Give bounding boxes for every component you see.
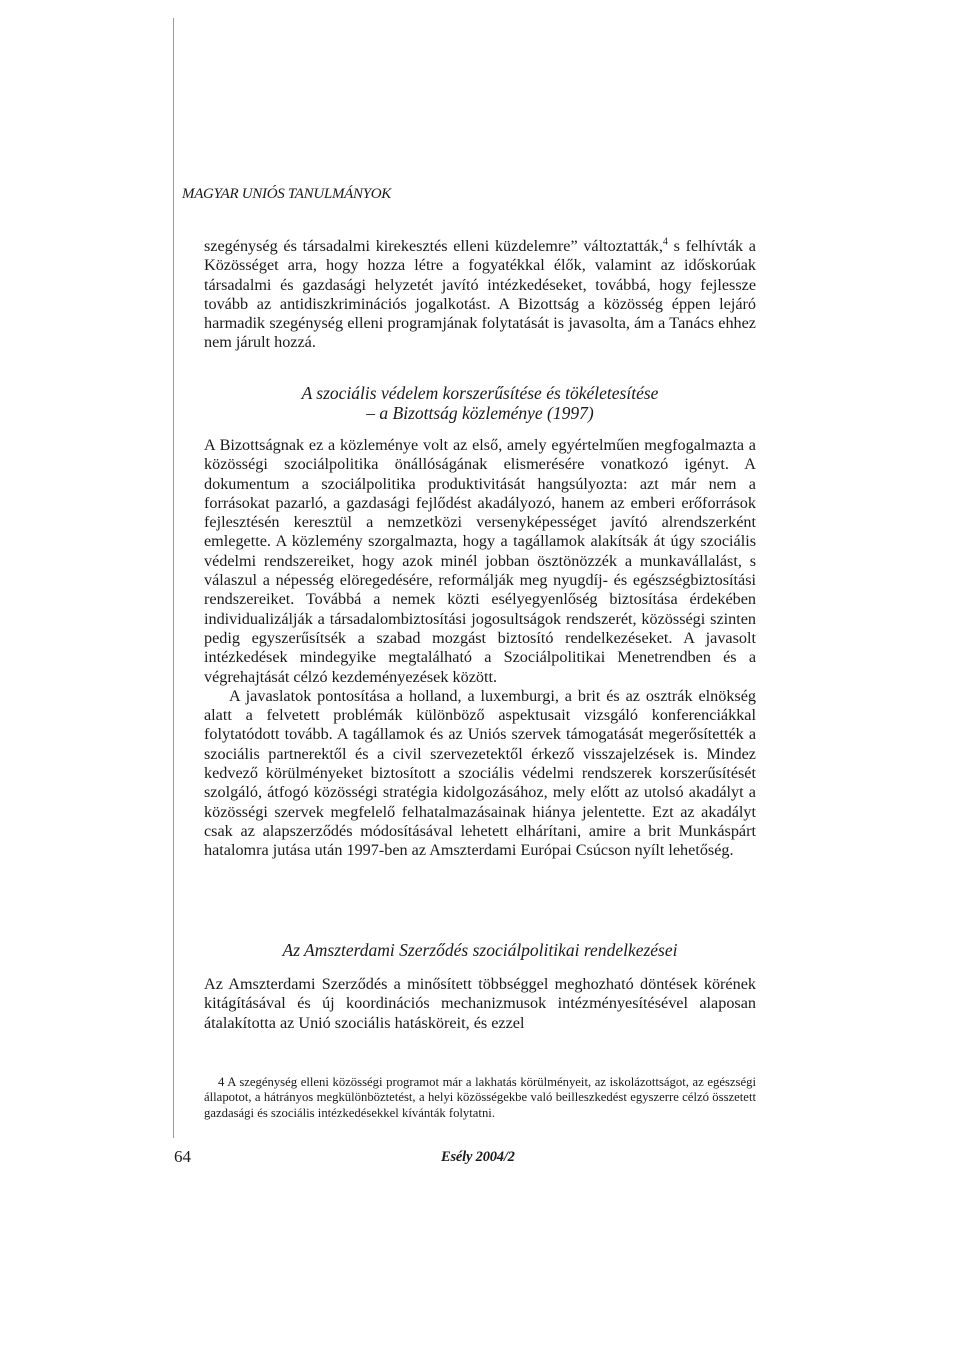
- section-2-body: [204, 975, 756, 1033]
- footnote: [204, 1062, 756, 1134]
- section-heading-1: [204, 383, 756, 423]
- footnote-text: A szegénység elleni közösségi programot már a lakhatás körülményeit, az iskolázottságot, az egészségi állapotot, a hátrányos megkülönböztetést, a helyi közösségekbe való beilleszkedést egyszerre célzó összetett gazdasági és szociális intézkedésekkel kívánták folytatni.: [204, 1074, 756, 1120]
- margin-rule: [173, 18, 174, 1138]
- section-1-paragraph-1: A Bizottságnak ez a közleménye volt az első, amely egyértelműen megfogalmazta a közösségi szociálpolitika önállóságának elismerésére vonatkozó igényt. A dokumentum a szociálpolitika produktivitását hangsúlyozta: azt már nem a forrásokat pazarló, a gazdasági fejlődést akadályozó, hanem az emberi erőforrások fejlesztésén keresztül a nemzetközi versenyképességet javító alrendszerként emlegette. A közlemény szorgalmazta, hogy a tagállamok alakítsák át úgy szociális védelmi rendszereiket, hogy azok minél jobban ösztönözzék a munkavállalást, s válaszul a népesség elöregedésére, reformálják meg nyugdíj- és egészségbiztosítási rendszereiket. Továbbá a nemek közti esélyegyenlőség biztosítása érdekében individualizálják a társadalombiztosítási jogosultságok rendszerét, közösségi szinten pedig egyszerűsítsék a szabad mozgást biztosító rendelkezéseket. A javasolt intézkedések mindegyike megtalálható a Szociálpolitikai Menetrendben és a végrehajtását célzó kezdeményezések között.: [204, 436, 756, 686]
- page-number: 64: [174, 1147, 191, 1166]
- footnote-number: 4: [218, 1074, 225, 1089]
- paragraph-text-start: szegénység és társadalmi kirekesztés elleni küzdelemre” változtatták,: [204, 237, 663, 255]
- section-heading-1-line-2: – a Bizottság közleménye (1997): [366, 403, 594, 423]
- journal-footer: Esély 2004/2: [441, 1149, 515, 1165]
- paragraph-continued: [204, 237, 756, 353]
- section-2-paragraph-1: Az Amszterdami Szerződés a minősített többséggel meghozható döntések körének kitágításával és új koordinációs mechanizmusok intézményesítésével alaposan átalakította az Unió szociális hatásköreit, és ezzel: [204, 975, 756, 1032]
- section-1-paragraph-2: A javaslatok pontosítása a holland, a luxemburgi, a brit és az osztrák elnökség alatt a felvetett problémák különböző aspektusait vizsgáló konferenciákkal folytatódott tovább. A tagállamok és az Uniós szervek támogatását megerősítették a szociális partnerektől és a civil szervezetektől érkező visszajelzések is. Mindez kedvező körülményeket biztosított a szociális védelmi rendszerek korszerűsítését szolgáló, átfogó közösségi stratégia kidolgozásához, mely előtt az utolsó akadályt a közösségi szervek megfelelő felhatalmazásainak hiánya jelentette. Ezt az akadályt csak az alapszerződés módosításával lehetett elhárítani, amire a brit Munkáspárt hatalomra jutása után 1997-ben az Amszterdami Európai Csúcson nyílt lehetőség.: [204, 686, 756, 860]
- section-heading-2: Az Amszterdami Szerződés szociálpolitikai rendelkezései: [282, 940, 678, 960]
- section-1-body: [204, 436, 756, 861]
- footnote-reference[interactable]: 4: [662, 236, 668, 248]
- running-head: MAGYAR UNIÓS TANULMÁNYOK: [182, 186, 391, 202]
- section-heading-1-line-1: A szociális védelem korszerűsítése és tökéletesítése: [301, 383, 659, 403]
- paragraph-text-end: s felhívták a Közösséget arra, hogy hozza létre a fogyatékkal élők, valamint az időskorúak társadalmi és gazdasági helyzetét javító intézkedéseket, továbbá, hogy fejlessze tovább az antidiszkriminációs jogalkotást. A Bizottság a közösség éppen lejáró harmadik szegénység elleni programjának folytatását is javasolta, ám a Tanács ehhez nem járult hozzá.: [204, 237, 756, 352]
